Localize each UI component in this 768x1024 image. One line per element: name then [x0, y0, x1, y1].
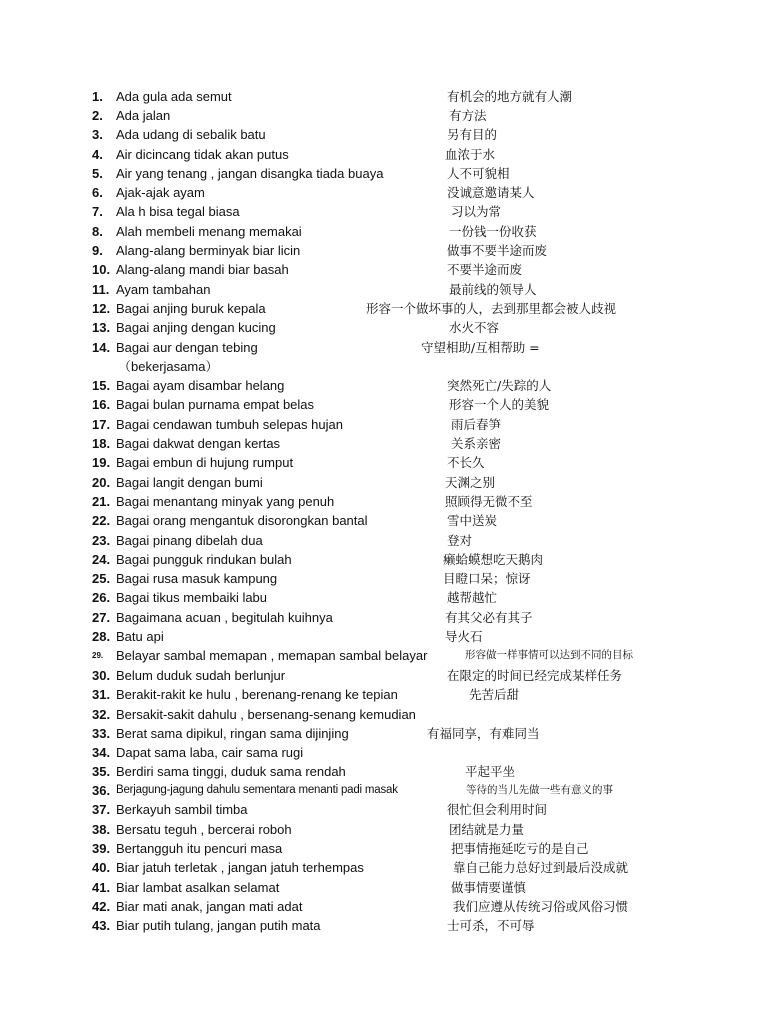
entry-number: 23. — [92, 533, 111, 548]
chinese-meaning: 一份钱一份收获 — [449, 224, 537, 239]
entry-number: 34. — [92, 745, 111, 760]
list-item — [0, 453, 768, 472]
entry-number: 1. — [92, 89, 103, 104]
malay-proverb: Ada jalan — [116, 108, 171, 123]
entry-number: 13. — [92, 320, 111, 335]
list-item — [0, 705, 768, 724]
entry-number: 9. — [92, 243, 103, 258]
malay-proverb: Ada gula ada semut — [116, 89, 232, 104]
malay-proverb: Belum duduk sudah berlunjur — [116, 668, 286, 683]
entry-number: 12. — [92, 301, 111, 316]
list-item — [0, 202, 768, 221]
malay-proverb: Bagai langit dengan bumi — [116, 475, 263, 490]
entry-number: 6. — [92, 185, 103, 200]
entry-number: 42. — [92, 899, 111, 914]
entry-number: 18. — [92, 436, 111, 451]
entry-number: 26. — [92, 590, 111, 605]
malay-proverb: Bagai ayam disambar helang — [116, 378, 285, 393]
entry-number: 27. — [92, 610, 111, 625]
malay-proverb: Alang-alang berminyak biar licin — [116, 243, 301, 258]
entry-number: 31. — [92, 687, 111, 702]
chinese-meaning: 靠自己能力总好过到最后没成就 — [453, 860, 629, 875]
malay-proverb: Berat sama dipikul, ringan sama dijinjing — [116, 726, 349, 741]
malay-proverb: Alah membeli menang memakai — [116, 224, 302, 239]
entry-number: 28. — [92, 629, 111, 644]
chinese-meaning: 有其父必有其子 — [445, 610, 533, 625]
malay-proverb: Air yang tenang , jangan disangka tiada buaya — [116, 166, 384, 181]
list-item — [0, 685, 768, 704]
chinese-meaning: 先苦后甜 — [469, 687, 520, 702]
malay-proverb: Air dicincang tidak akan putus — [116, 147, 289, 162]
malay-proverb: Biar lambat asalkan selamat — [116, 880, 280, 895]
chinese-meaning: 等待的当儿先做一些有意义的事 — [466, 784, 613, 796]
chinese-meaning: 不要半途而废 — [447, 262, 523, 277]
chinese-meaning: 血浓于水 — [445, 147, 496, 162]
chinese-meaning: 登对 — [447, 533, 473, 548]
entry-number: 14. — [92, 340, 111, 355]
chinese-meaning: 有方法 — [449, 108, 487, 123]
entry-number: 3. — [92, 127, 103, 142]
entry-number: 7. — [92, 204, 103, 219]
entry-number: 29. — [92, 651, 104, 660]
entry-number: 11. — [92, 282, 110, 297]
chinese-meaning: 突然死亡/失踪的人 — [447, 378, 552, 393]
chinese-meaning: 人不可貌相 — [447, 166, 510, 181]
list-item — [0, 260, 768, 279]
malay-proverb: Biar putih tulang, jangan putih mata — [116, 918, 321, 933]
list-item — [0, 164, 768, 183]
malay-proverb: Berdiri sama tinggi, duduk sama rendah — [116, 764, 346, 779]
malay-proverb: Ala h bisa tegal biasa — [116, 204, 240, 219]
list-item — [0, 646, 768, 665]
chinese-meaning: 形容做一样事情可以达到不同的目标 — [465, 649, 633, 661]
entry-number: 39. — [92, 841, 111, 856]
malay-proverb: Alang-alang mandi biar basah — [116, 262, 289, 277]
entry-number: 20. — [92, 475, 111, 490]
chinese-meaning: 水火不容 — [449, 320, 500, 335]
list-item — [0, 762, 768, 781]
chinese-meaning: 天渊之别 — [445, 475, 496, 490]
malay-proverb: Ajak-ajak ayam — [116, 185, 205, 200]
list-item — [0, 241, 768, 260]
list-item — [0, 781, 768, 800]
malay-proverb: Bertangguh itu pencuri masa — [116, 841, 283, 856]
malay-proverb: Bagaimana acuan , begitulah kuihnya — [116, 610, 333, 625]
chinese-meaning: 有福同享，有难同当 — [427, 726, 540, 741]
chinese-meaning: 把事情拖延吃亏的是自己 — [451, 841, 589, 856]
list-item — [0, 743, 768, 762]
entry-number: 22. — [92, 513, 111, 528]
list-item — [0, 839, 768, 858]
malay-proverb: Batu api — [116, 629, 164, 644]
list-item — [0, 125, 768, 144]
list-item — [0, 415, 768, 434]
list-item — [0, 858, 768, 877]
chinese-meaning: 照顾得无微不至 — [445, 494, 533, 509]
chinese-meaning: 习以为常 — [451, 204, 502, 219]
chinese-meaning: 很忙但会利用时间 — [447, 802, 548, 817]
list-item — [0, 511, 768, 530]
entry-number: 24. — [92, 552, 111, 567]
list-item — [0, 338, 768, 357]
malay-proverb: Bagai cendawan tumbuh selepas hujan — [116, 417, 343, 432]
malay-proverb: Bagai tikus membaiki labu — [116, 590, 268, 605]
list-item — [0, 280, 768, 299]
chinese-meaning: 另有目的 — [447, 127, 498, 142]
chinese-meaning: 有机会的地方就有人潮 — [447, 89, 573, 104]
entry-number: 37. — [92, 802, 111, 817]
chinese-meaning: 没诚意邀请某人 — [447, 185, 535, 200]
chinese-meaning: 平起平坐 — [465, 764, 516, 779]
entry-number: 19. — [92, 455, 111, 470]
list-item — [0, 434, 768, 453]
chinese-meaning: 雪中送炭 — [447, 513, 498, 528]
chinese-meaning: 形容一个人的美貌 — [449, 397, 550, 412]
chinese-meaning: 做事情要谨慎 — [451, 880, 527, 895]
chinese-meaning: 导火石 — [445, 629, 483, 644]
malay-proverb: Bagai rusa masuk kampung — [116, 571, 278, 586]
list-item — [0, 550, 768, 569]
entry-number: 2. — [92, 108, 103, 123]
entry-number: 40. — [92, 860, 111, 875]
list-item — [0, 627, 768, 646]
list-item — [0, 145, 768, 164]
list-item — [0, 878, 768, 897]
entry-number: 33. — [92, 726, 111, 741]
chinese-meaning: 癞蛤蟆想吃天鹅肉 — [443, 552, 544, 567]
list-item — [0, 87, 768, 106]
malay-proverb: Bagai embun di hujung rumput — [116, 455, 294, 470]
malay-proverb: Biar jatuh terletak , jangan jatuh terhempas — [116, 860, 364, 875]
list-item — [0, 916, 768, 935]
entry-number: 32. — [92, 707, 111, 722]
list-item — [0, 492, 768, 511]
continuation-text: （bekerjasama） — [118, 359, 219, 374]
list-item — [0, 318, 768, 337]
chinese-meaning: 守望相助/互相帮助 = — [421, 340, 540, 355]
malay-proverb: Bagai anjing dengan kucing — [116, 320, 276, 335]
malay-proverb: Bagai menantang minyak yang penuh — [116, 494, 335, 509]
list-item — [0, 473, 768, 492]
malay-proverb: Ayam tambahan — [116, 282, 211, 297]
malay-proverb: Bagai dakwat dengan kertas — [116, 436, 281, 451]
entry-number: 30. — [92, 668, 111, 683]
entry-number: 4. — [92, 147, 103, 162]
chinese-meaning: 最前线的领导人 — [449, 282, 537, 297]
list-item — [0, 800, 768, 819]
list-item — [0, 222, 768, 241]
chinese-meaning: 越帮越忙 — [447, 590, 498, 605]
malay-proverb: Berkayuh sambil timba — [116, 802, 248, 817]
entry-number: 17. — [92, 417, 111, 432]
list-item — [0, 376, 768, 395]
list-item — [0, 724, 768, 743]
malay-proverb: Dapat sama laba, cair sama rugi — [116, 745, 304, 760]
entry-number: 21. — [92, 494, 111, 509]
list-item — [0, 666, 768, 685]
malay-proverb: Biar mati anak, jangan mati adat — [116, 899, 303, 914]
list-item — [0, 106, 768, 125]
entry-number: 8. — [92, 224, 103, 239]
malay-proverb: Bagai pungguk rindukan bulah — [116, 552, 292, 567]
entry-number: 10. — [92, 262, 111, 277]
list-item-continuation — [0, 357, 768, 376]
list-item — [0, 299, 768, 318]
malay-proverb: Ada udang di sebalik batu — [116, 127, 266, 142]
chinese-meaning: 做事不要半途而废 — [447, 243, 548, 258]
malay-proverb: Bersatu teguh , bercerai roboh — [116, 822, 292, 837]
list-item — [0, 531, 768, 550]
chinese-meaning: 形容一个做坏事的人，去到那里都会被人歧视 — [366, 301, 617, 316]
list-item — [0, 588, 768, 607]
entry-number: 15. — [92, 378, 111, 393]
entry-number: 36. — [92, 783, 111, 798]
entry-number: 16. — [92, 397, 111, 412]
chinese-meaning: 不长久 — [447, 455, 485, 470]
chinese-meaning: 我们应遵从传统习俗或风俗习惯 — [453, 899, 629, 914]
list-item — [0, 820, 768, 839]
malay-proverb: Bersakit-sakit dahulu , bersenang-senang kemudian — [116, 707, 416, 722]
malay-proverb: Berjagung-jagung dahulu sementara menanti padi masak — [116, 784, 398, 796]
chinese-meaning: 团结就是力量 — [449, 822, 525, 837]
list-item — [0, 608, 768, 627]
list-item — [0, 183, 768, 202]
list-item — [0, 897, 768, 916]
malay-proverb: Berakit-rakit ke hulu , berenang-renang ke tepian — [116, 687, 398, 702]
malay-proverb: Bagai pinang dibelah dua — [116, 533, 263, 548]
entry-number: 41. — [92, 880, 111, 895]
malay-proverb: Bagai bulan purnama empat belas — [116, 397, 315, 412]
malay-proverb: Bagai anjing buruk kepala — [116, 301, 266, 316]
malay-proverb: Bagai orang mengantuk disorongkan bantal — [116, 513, 368, 528]
chinese-meaning: 雨后春笋 — [451, 417, 502, 432]
chinese-meaning: 关系亲密 — [451, 436, 502, 451]
list-item — [0, 395, 768, 414]
list-item — [0, 569, 768, 588]
entry-number: 35. — [92, 764, 111, 779]
entry-number: 25. — [92, 571, 111, 586]
entry-number: 43. — [92, 918, 111, 933]
malay-proverb: Bagai aur dengan tebing — [116, 340, 258, 355]
chinese-meaning: 目瞪口呆；惊讶 — [443, 571, 531, 586]
entry-number: 38. — [92, 822, 111, 837]
entry-number: 5. — [92, 166, 103, 181]
malay-proverb: Belayar sambal memapan , memapan sambal belayar — [116, 648, 428, 663]
chinese-meaning: 士可杀，不可辱 — [447, 918, 535, 933]
chinese-meaning: 在限定的时间已经完成某样任务 — [447, 668, 623, 683]
